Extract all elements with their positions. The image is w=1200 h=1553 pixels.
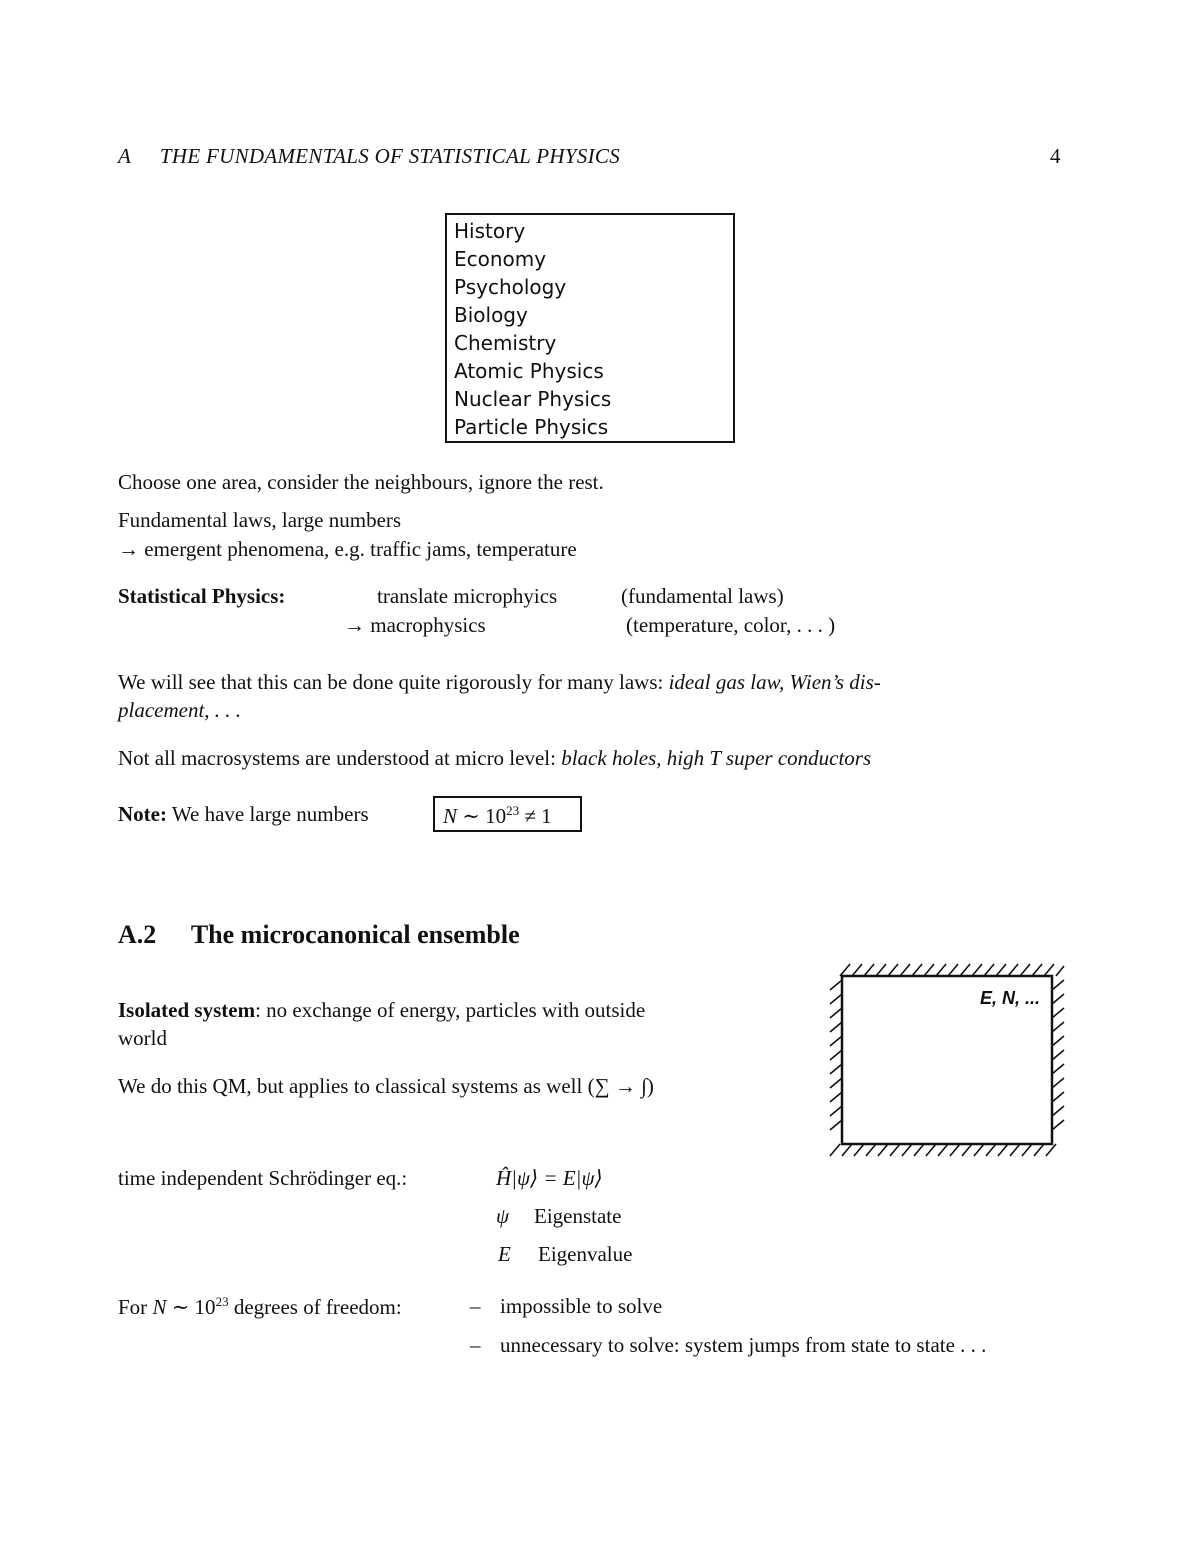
isolated-text-2: world: [118, 1026, 167, 1050]
note-line: [118, 802, 369, 827]
section-label: A: [118, 144, 131, 168]
eigenvalue-symbol: E: [498, 1242, 511, 1266]
qm-integral: ∫: [641, 1074, 647, 1098]
section-number: A.2: [118, 920, 157, 949]
fields-box: [445, 213, 735, 443]
field-item: Biology: [454, 303, 528, 327]
field-item: Economy: [454, 247, 547, 271]
rigorous-line-1: [118, 670, 881, 695]
qm-line: [118, 1074, 654, 1099]
running-header: [118, 144, 620, 169]
isolated-label: Isolated system: [118, 998, 256, 1022]
page-number: 4: [1050, 144, 1061, 168]
eigenstate-symbol: ψ: [496, 1204, 510, 1228]
qm-text: We do this QM, but applies to classical systems as well (: [118, 1074, 595, 1098]
isolated-system-diagram: [826, 960, 1066, 1160]
note-formula-box: [433, 796, 582, 832]
section-title: THE FUNDAMENTALS OF STATISTICAL PHYSICS: [159, 144, 621, 168]
freedom-label: [118, 1294, 402, 1320]
stat-phys-label: Statistical Physics:: [118, 584, 286, 608]
freedom-item-2: unnecessary to solve: system jumps from state to state . . .: [500, 1333, 987, 1357]
formula-exp: 23: [506, 803, 520, 818]
field-item: Chemistry: [454, 331, 557, 355]
dash-2: –: [470, 1333, 481, 1357]
isolated-line-1: [118, 998, 645, 1023]
formula-rest: ≠ 1: [524, 804, 552, 828]
freedom-pre: For: [118, 1295, 153, 1319]
qm-arrow: →: [614, 1074, 636, 1098]
schrodinger-equation: Ĥ|ψ⟩ = E|ψ⟩: [496, 1166, 603, 1190]
stat-phys-row2-left: → macrophysics: [344, 613, 486, 637]
field-item: Atomic Physics: [454, 359, 604, 383]
qm-sum: ∑: [594, 1074, 610, 1098]
freedom-exp: 23: [215, 1294, 229, 1309]
section-heading: [118, 920, 520, 950]
eigenstate-text: Eigenstate: [534, 1204, 622, 1228]
stat-phys-row1-left: translate microphyics: [377, 584, 558, 608]
fundamental-line-1: Fundamental laws, large numbers: [118, 508, 402, 532]
freedom-item-1: impossible to solve: [500, 1294, 663, 1318]
fundamental-line-2: → emergent phenomena, e.g. traffic jams, temperature: [118, 537, 577, 561]
field-item: History: [454, 219, 526, 243]
section-title-text: The microcanonical ensemble: [190, 920, 520, 949]
note-formula: [443, 803, 552, 829]
not-all-line: [118, 746, 871, 771]
formula-sim: ∼ 10: [462, 804, 507, 828]
note-label: Note:: [118, 802, 167, 826]
freedom-post: degrees of freedom:: [228, 1295, 402, 1319]
schrodinger-label: time independent Schrödinger eq.:: [118, 1166, 408, 1190]
note-text: We have large numbers: [171, 802, 369, 826]
rigorous-examples-2: placement, . . .: [118, 698, 242, 722]
system-label: E, N, ...: [979, 988, 1040, 1008]
formula-n: N: [443, 804, 458, 828]
rigorous-text: We will see that this can be done quite rigorously for many laws:: [118, 670, 664, 694]
freedom-sim: ∼ 10: [166, 1295, 216, 1319]
isolated-text-1: : no exchange of energy, particles with outside: [255, 998, 646, 1022]
not-all-examples: black holes, high T super conductors: [561, 746, 872, 770]
dash-1: –: [470, 1294, 481, 1318]
rigorous-examples-1: ideal gas law, Wien’s dis-: [668, 670, 881, 694]
freedom-n: N: [152, 1295, 167, 1319]
qm-close: ): [646, 1074, 654, 1098]
field-item: Psychology: [454, 275, 567, 299]
field-item: Nuclear Physics: [454, 387, 612, 411]
stat-phys-row1-right: (fundamental laws): [621, 584, 784, 608]
not-all-text: Not all macrosystems are understood at micro level:: [118, 746, 556, 770]
choose-line: Choose one area, consider the neighbours, ignore the rest.: [118, 470, 604, 494]
field-item: Particle Physics: [454, 415, 609, 439]
stat-phys-row2-right: (temperature, color, . . . ): [626, 613, 836, 637]
eigenvalue-text: Eigenvalue: [538, 1242, 633, 1266]
